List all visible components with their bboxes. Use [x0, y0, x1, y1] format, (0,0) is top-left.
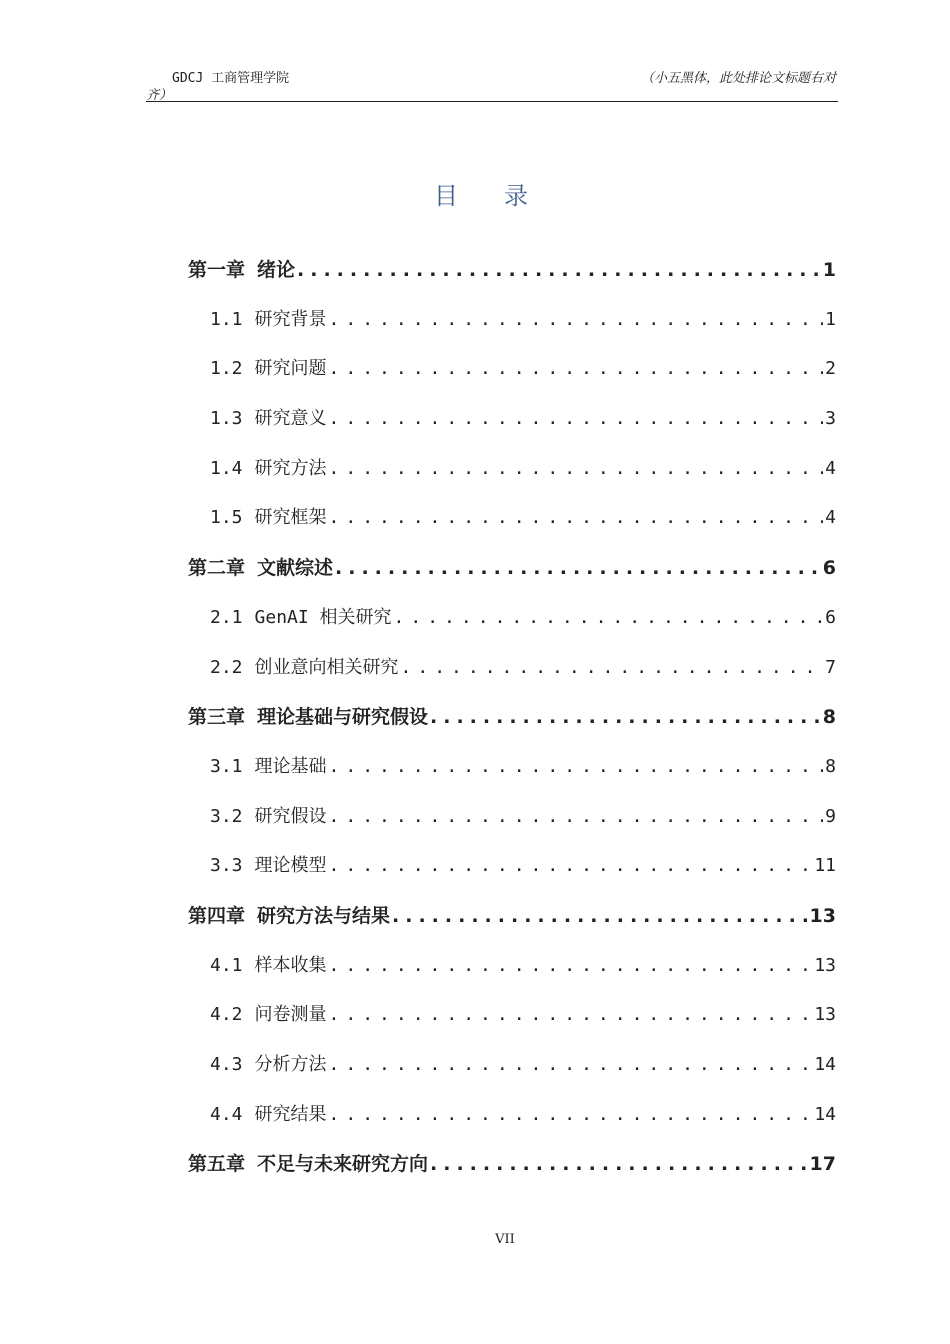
toc-entry-page: 11 — [814, 855, 836, 877]
toc-section-entry[interactable] — [188, 747, 836, 797]
toc-entry-label: 绪论 — [257, 259, 296, 281]
toc-entry-page: 1 — [822, 259, 836, 281]
toc-entry-label: 研究结果 — [254, 1103, 327, 1125]
toc-entry-page: 17 — [809, 1153, 836, 1176]
toc-chapter-entry[interactable] — [188, 1144, 836, 1194]
toc-entry-page: 9 — [825, 805, 836, 827]
toc-dot-leader — [430, 697, 821, 737]
toc-dot-leader — [430, 1144, 808, 1184]
toc-entry-page: 6 — [822, 557, 836, 580]
toc-section-entry[interactable] — [188, 1095, 836, 1145]
toc-section-entry[interactable] — [188, 498, 836, 548]
toc-entry-number: 3.1 — [210, 755, 243, 777]
header-title-note-continued: 齐） — [146, 88, 173, 103]
toc-entry-page: 14 — [814, 1054, 836, 1075]
toc-entry-number: 1.5 — [210, 507, 243, 529]
toc-entry-number: 1.2 — [210, 358, 243, 380]
toc-section-entry[interactable] — [188, 995, 836, 1045]
toc-entry-number: 第二章 — [188, 557, 246, 580]
toc-dot-leader — [329, 498, 824, 538]
toc-entry-number: 2.1 — [210, 606, 243, 628]
toc-entry-label: 文献综述 — [257, 557, 334, 580]
toc-dot-leader — [329, 846, 813, 886]
toc-entry-number: 2.2 — [210, 656, 243, 678]
toc-section-entry[interactable] — [188, 648, 836, 698]
toc-entry-label: 研究假设 — [254, 805, 327, 827]
toc-entry-page: 13 — [809, 904, 836, 927]
toc-entry-label: 理论基础 — [254, 755, 327, 777]
header-title-note: （小五黑体，此处排论文标题右对 — [640, 71, 836, 86]
toc-dot-leader — [329, 1095, 813, 1135]
toc-entry-page: 3 — [825, 408, 836, 430]
toc-dot-leader — [401, 648, 824, 688]
toc-section-entry[interactable] — [188, 300, 836, 350]
toc-section-entry[interactable] — [188, 399, 836, 449]
toc-dot-leader — [329, 399, 824, 439]
toc-dot-leader — [297, 250, 821, 290]
toc-dot-leader — [392, 896, 808, 936]
toc-entry-number: 1.3 — [210, 408, 243, 430]
toc-entry-page: 13 — [814, 954, 836, 976]
toc-entry-page: 1 — [825, 308, 836, 330]
page-number: VII — [495, 1232, 515, 1247]
toc-entry-label: 理论基础与研究假设 — [257, 706, 429, 729]
toc-entry-label: GenAI 相关研究 — [254, 606, 392, 628]
toc-chapter-entry[interactable] — [188, 896, 836, 946]
toc-dot-leader — [329, 747, 824, 787]
toc-dot-leader — [329, 797, 824, 837]
toc-chapter-entry[interactable] — [188, 697, 836, 747]
toc-dot-leader — [329, 449, 824, 489]
toc-chapter-entry[interactable] — [188, 250, 836, 300]
toc-title: 目录 — [434, 182, 574, 210]
toc-entry-number: 4.3 — [210, 1054, 243, 1075]
toc-entry-number: 第五章 — [188, 1153, 246, 1176]
toc-entry-label: 研究意义 — [254, 408, 327, 430]
toc-section-entry[interactable] — [188, 797, 836, 847]
toc-dot-leader — [329, 300, 824, 340]
toc-dot-leader — [329, 349, 824, 389]
toc-dot-leader — [394, 598, 824, 638]
toc-dot-leader — [329, 1045, 813, 1085]
toc-entry-page: 13 — [814, 1004, 836, 1026]
toc-entry-label: 不足与未来研究方向 — [257, 1153, 429, 1176]
toc-entry-label: 理论模型 — [254, 855, 327, 877]
toc-entry-label: 研究背景 — [254, 308, 327, 330]
toc-entry-page: 7 — [825, 656, 836, 678]
toc-section-entry[interactable] — [188, 946, 836, 996]
toc-entry-number: 4.4 — [210, 1103, 243, 1125]
toc-dot-leader — [335, 548, 821, 588]
header-rule — [146, 101, 838, 102]
toc-section-entry[interactable] — [188, 846, 836, 896]
toc-entry-page: 6 — [825, 606, 836, 628]
toc-entry-number: 4.1 — [210, 954, 243, 976]
toc-entry-number: 4.2 — [210, 1004, 243, 1026]
toc-entry-page: 4 — [825, 457, 836, 479]
toc-entry-label: 分析方法 — [254, 1054, 327, 1075]
toc-section-entry[interactable] — [188, 598, 836, 648]
toc-entry-label: 创业意向相关研究 — [254, 656, 399, 678]
toc-entry-number: 1.4 — [210, 457, 243, 479]
toc-entry-page: 8 — [825, 755, 836, 777]
toc-dot-leader — [329, 946, 813, 986]
toc-entry-label: 研究方法 — [254, 457, 327, 479]
toc-entry-number: 3.2 — [210, 805, 243, 827]
toc-entry-number: 第三章 — [188, 706, 246, 729]
toc-entry-label: 研究问题 — [254, 358, 327, 380]
toc-section-entry[interactable] — [188, 1045, 836, 1095]
toc-dot-leader — [329, 995, 813, 1035]
toc-entry-page: 2 — [825, 358, 836, 380]
toc-entry-page: 4 — [825, 507, 836, 529]
toc-chapter-entry[interactable] — [188, 548, 836, 598]
toc-entry-number: 1.1 — [210, 308, 243, 330]
toc-entry-page: 14 — [814, 1103, 836, 1125]
toc-entry-label: 研究方法与结果 — [257, 904, 391, 927]
toc-entry-label: 问卷测量 — [254, 1004, 327, 1026]
toc-entry-number: 第一章 — [188, 259, 246, 281]
toc-entry-number: 3.3 — [210, 855, 243, 877]
toc-section-entry[interactable] — [188, 349, 836, 399]
toc-entry-number: 第四章 — [188, 904, 246, 927]
table-of-contents — [188, 250, 836, 1194]
header-institution: GDCJ 工商管理学院 — [172, 71, 290, 86]
toc-entry-page: 8 — [822, 706, 836, 729]
toc-entry-label: 研究框架 — [254, 507, 327, 529]
toc-section-entry[interactable] — [188, 449, 836, 499]
toc-entry-label: 样本收集 — [254, 954, 327, 976]
